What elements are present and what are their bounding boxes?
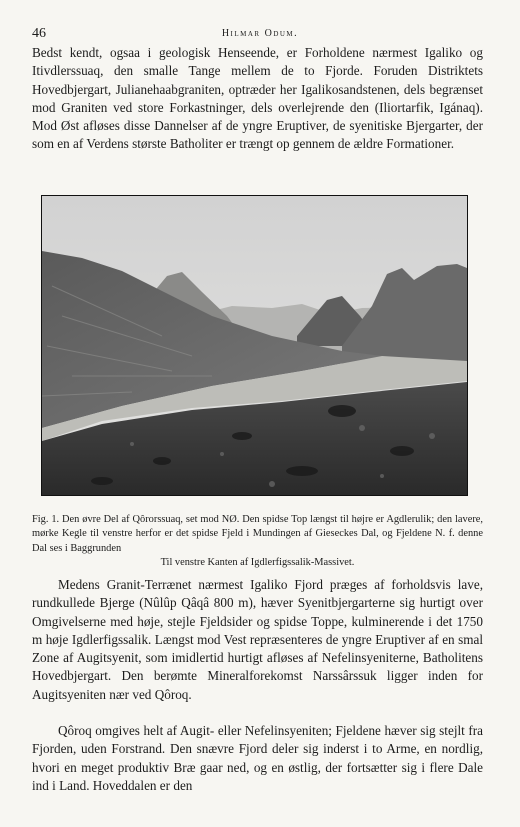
running-head: Hilmar Odum. [221,28,299,39]
figure-caption [32,513,483,571]
paragraph-3: Qôroq omgives helt af Augit- eller Nefelinsyeniten; Fjeldene hæver sig stejlt fra Fjorden, uden Forstrand. Den snævre Fjord deler sig inderst i to Arme, en nordlig, hvori en meget produktiv Bræ gaar ned, og en østlig, der fortsætter sig i flere Dale ind i Land. Hoveddalen er den [32,723,483,793]
paragraph-1: Bedst kendt, ogsaa i geologisk Henseende, er Forholdene nærmest Igaliko og Itivdlerssuaq, den smalle Tange mellem de to Fjorde. Foruden Distriktets Hovedbjergart, Julianehaabgraniten, optræder her Igalikosandstenen, dels begrænset mod Graniten ved store Forkastninger, dels overlejrende den (Iliortarfik, Igánaq). Mod Øst afløses disse Dannelser af de yngre Eruptiver, de syenitiske Bjergarter, der som en af Verdens største Batholiter er trængt op gennem de ældre Formationer. [32,45,483,152]
figure-caption-last: Til venstre Kanten af Igdlerfigssalik-Massivet. [160,557,355,569]
landscape-photograph [41,195,468,496]
paragraph-2: Medens Granit-Terrænet nærmest Igaliko Fjord præges af forholdsvis lave, rundkullede Bjerge (Nûlûp Qâqâ 800 m), hæver Syenitbjergarterne sig hurtigt over Omgivelserne med høje, stejle Fjeldsider og spidse Toppe, kulminerende i det 1750 m høje Igdlerfigssalik. Længst mod Vest repræsenteres de yngre Eruptiver af en smal Zone af Augitsyenit, som imidlertid hurtigt afløses af Nefelinsyeniterne, Batholitens Hovedbjergart. Den berømte Mineralforekomst Narssârssuk ligger inden for Augitsyeniten nær ved Qôroq. [32,577,483,702]
photo-illustration [42,196,467,495]
figure-caption-main: Fig. 1. Den øvre Del af Qôrorssuaq, set mod NØ. Den spidse Top længst til højre er Agdlerulik; den lavere, mørke Kegle til venstre herfor er det spidse Fjeld i Mundingen af Gieseckes Dal, og Fjeldene N. f. denne Dal ses i Baggrunden [32,514,483,554]
page-header [32,26,488,46]
page-number: 46 [32,26,46,41]
